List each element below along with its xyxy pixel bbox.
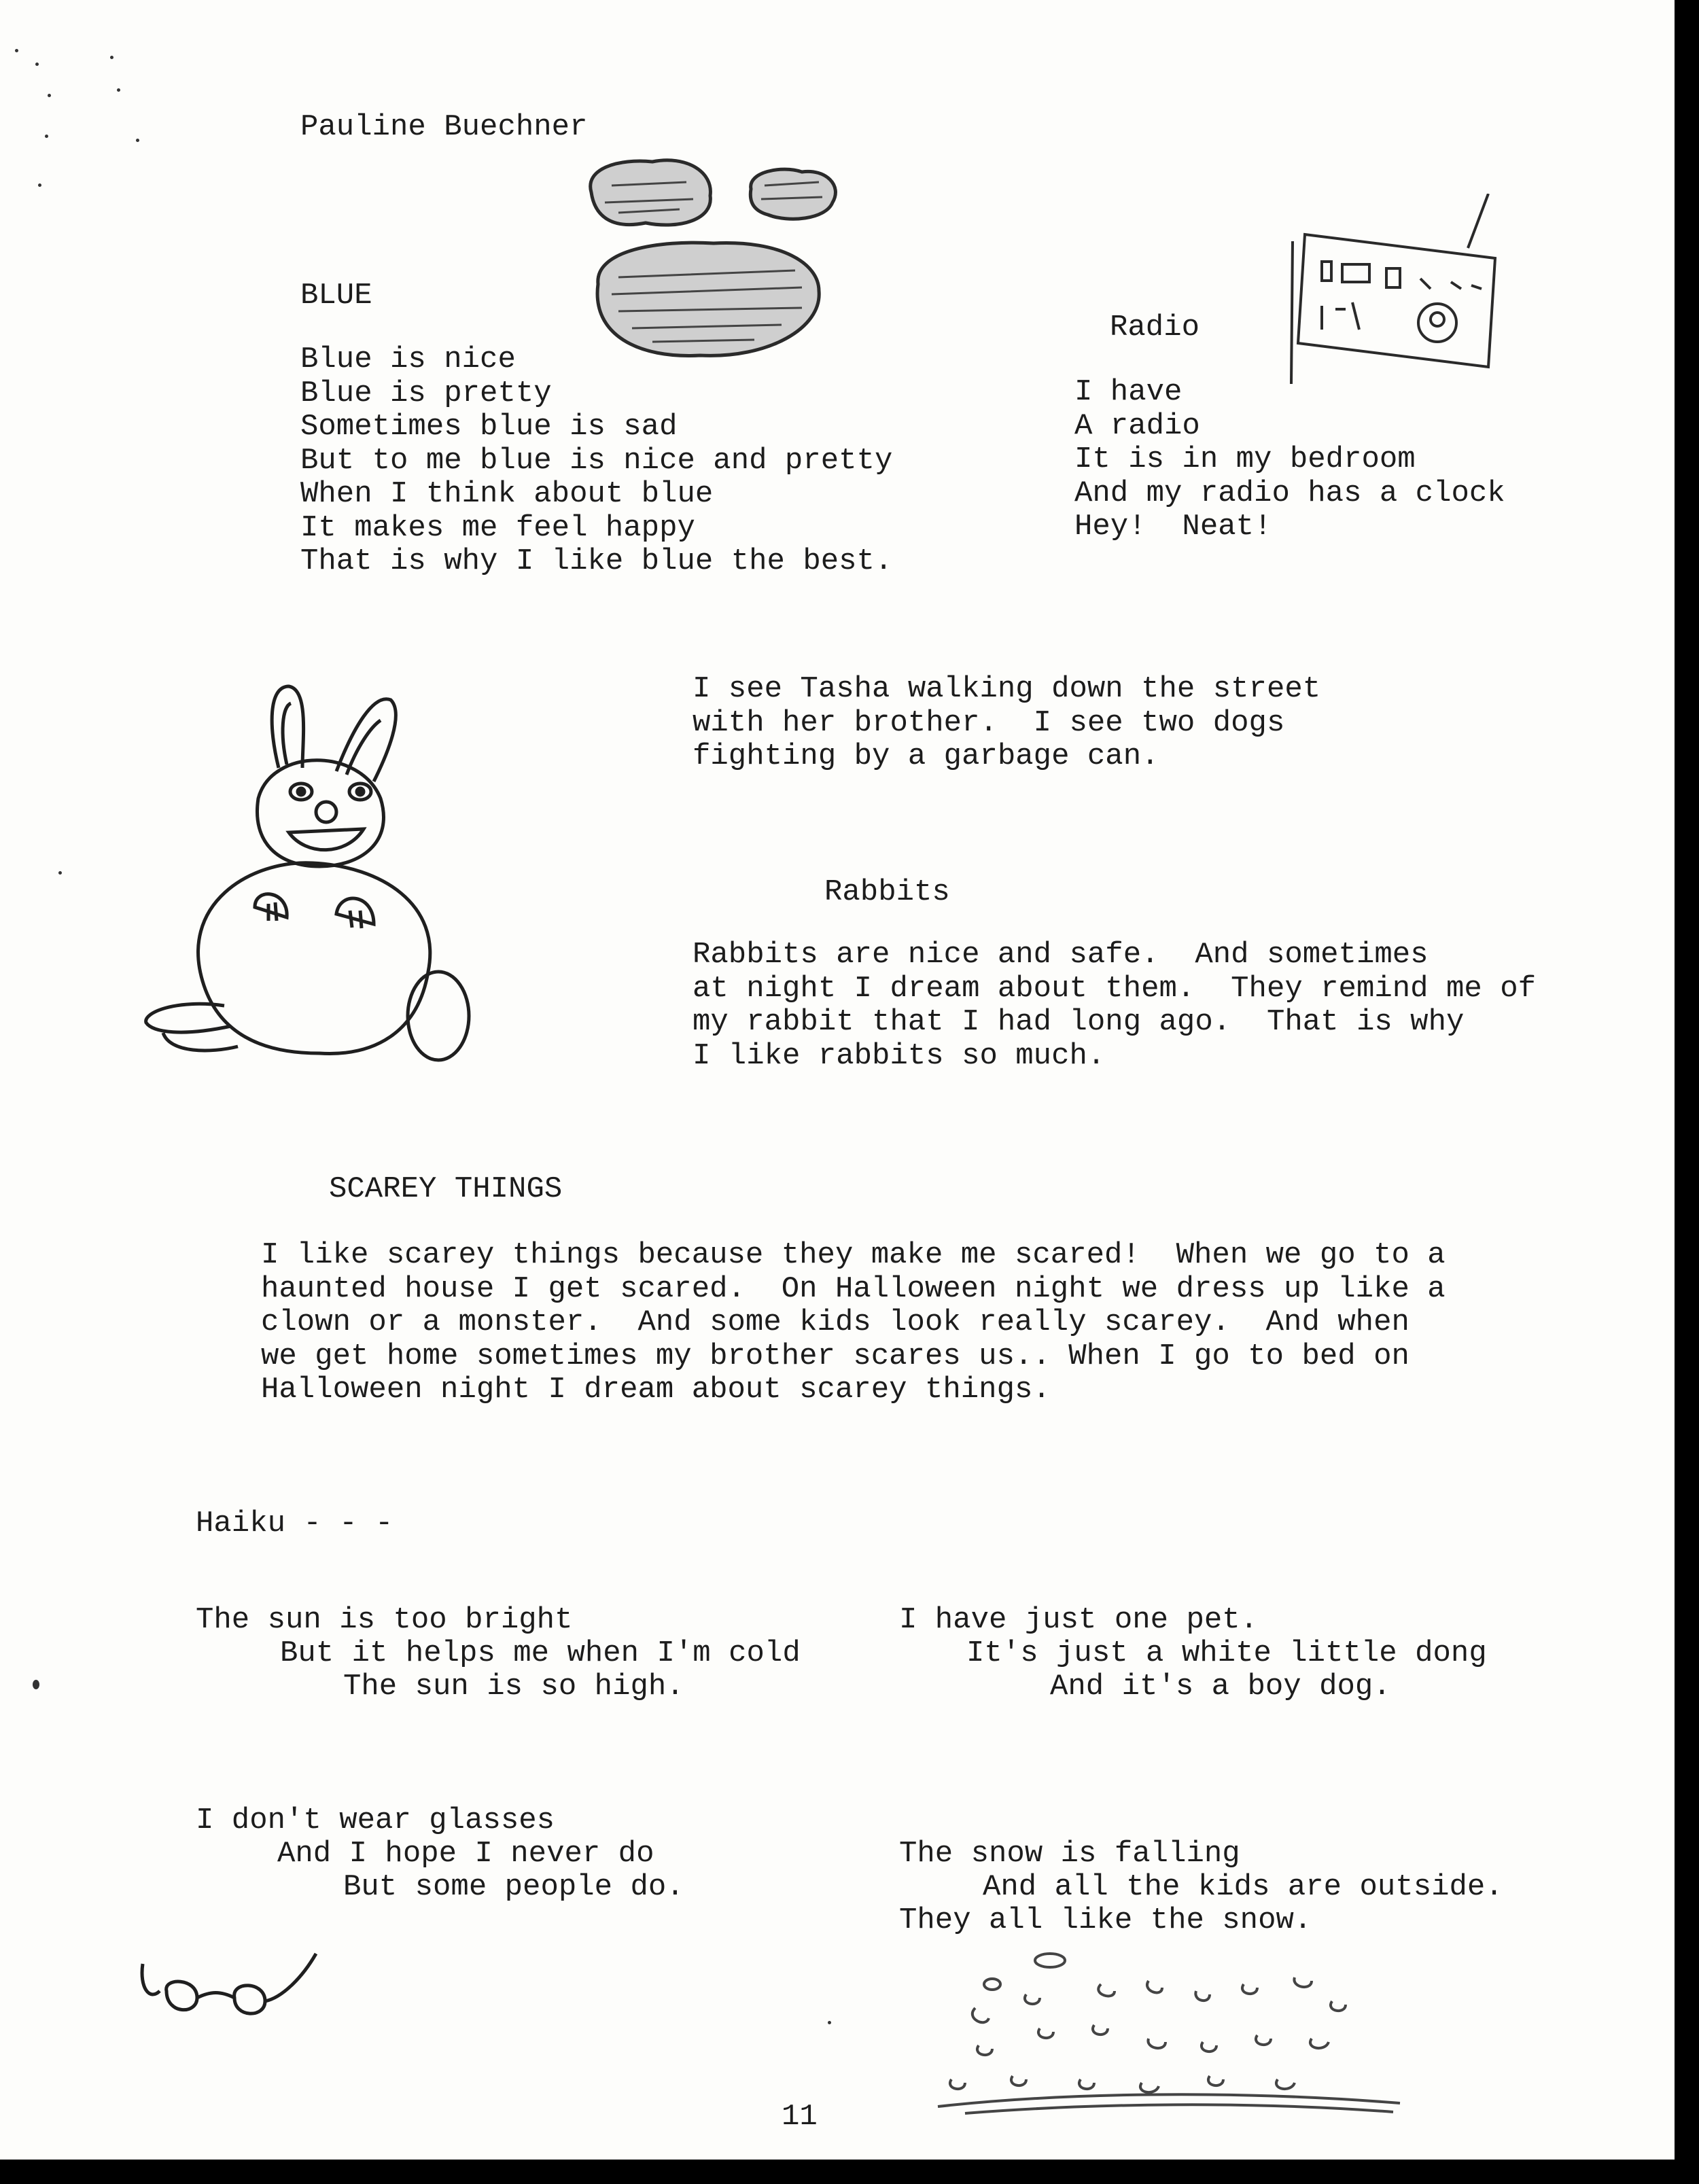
speck: [110, 56, 113, 59]
haiku-1-line-2: But it helps me when I'm cold: [280, 1636, 801, 1670]
speck: [35, 63, 39, 66]
scarey-title: SCAREY THINGS: [329, 1172, 563, 1206]
poem-line: It makes me feel happy: [300, 510, 695, 545]
paragraph-line: I like rabbits so much.: [693, 1038, 1106, 1073]
snow-drawing: [924, 1943, 1414, 2120]
poem-line: Blue is pretty: [300, 376, 552, 410]
cloud-drawing: [578, 155, 856, 379]
poem-line: A radio: [1074, 408, 1200, 443]
poem-line: And my radio has a clock: [1074, 476, 1505, 510]
paragraph-line: I like scarey things because they make me scared! When we go to a: [261, 1238, 1446, 1272]
poem-line: That is why I like blue the best.: [300, 544, 893, 578]
paragraph-line: my rabbit that I had long ago. That is why: [693, 1005, 1465, 1039]
tasha-paragraph: [693, 673, 1320, 774]
speck: [33, 1680, 39, 1689]
poem-line: Hey! Neat!: [1074, 510, 1272, 544]
paragraph-line: with her brother. I see two dogs: [693, 705, 1285, 740]
radio-drawing: [1284, 194, 1509, 398]
haiku-3-line-1: I don't wear glasses: [196, 1803, 555, 1837]
paragraph-line: I see Tasha walking down the street: [693, 672, 1321, 706]
speck: [15, 49, 18, 52]
author-name: Pauline Buechner: [300, 110, 588, 144]
speck: [136, 139, 139, 142]
scarey-paragraph: [261, 1239, 1446, 1407]
scan-border: [0, 2160, 1699, 2184]
speck: [117, 88, 120, 92]
haiku-4-line-1: The snow is falling: [899, 1837, 1240, 1871]
paragraph-line: we get home sometimes my brother scares us.. When I go to bed on: [261, 1339, 1409, 1373]
haiku-1-line-1: The sun is too bright: [196, 1603, 573, 1637]
glasses-drawing: [136, 1950, 326, 2032]
haiku-4-line-3: They all like the snow.: [899, 1903, 1312, 1937]
poem-line: It is in my bedroom: [1074, 442, 1416, 476]
haiku-1-line-3: The sun is so high.: [343, 1670, 684, 1704]
page-number: 11: [782, 2100, 818, 2134]
speck: [58, 871, 62, 875]
rabbit-drawing: [136, 680, 476, 1080]
speck: [38, 183, 41, 187]
scan-border: [1675, 0, 1699, 2184]
speck: [45, 135, 48, 138]
poem-line: But to me blue is nice and pretty: [300, 443, 893, 478]
poem-line: When I think about blue: [300, 477, 714, 511]
haiku-2-line-1: I have just one pet.: [899, 1603, 1259, 1637]
haiku-2-line-2: It's just a white little dong: [966, 1636, 1487, 1670]
rabbits-title: Rabbits: [824, 875, 950, 909]
poem-radio-body: [1074, 376, 1505, 544]
poem-line: Blue is nice: [300, 342, 516, 376]
haiku-3-line-2: And I hope I never do: [277, 1837, 654, 1871]
paragraph-line: fighting by a garbage can.: [693, 739, 1159, 773]
haiku-2-line-3: And it's a boy dog.: [1050, 1670, 1391, 1704]
poem-line: I have: [1074, 375, 1183, 409]
poem-line: Sometimes blue is sad: [300, 410, 678, 444]
poem-blue-title: BLUE: [300, 279, 372, 313]
rabbits-paragraph: [693, 938, 1536, 1073]
haiku-heading: Haiku - - -: [196, 1507, 393, 1540]
poem-radio-title: Radio: [1110, 311, 1200, 345]
paragraph-line: clown or a monster. And some kids look really scarey. And when: [261, 1305, 1409, 1339]
haiku-4-line-2: And all the kids are outside.: [983, 1870, 1503, 1904]
paragraph-line: at night I dream about them. They remind me of: [693, 971, 1537, 1006]
speck: [828, 2021, 831, 2024]
paragraph-line: haunted house I get scared. On Halloween night we dress up like a: [261, 1271, 1446, 1306]
paragraph-line: Halloween night I dream about scarey things.: [261, 1373, 1051, 1407]
haiku-3-line-3: But some people do.: [343, 1870, 684, 1904]
speck: [48, 94, 51, 97]
paragraph-line: Rabbits are nice and safe. And sometimes: [693, 938, 1429, 972]
